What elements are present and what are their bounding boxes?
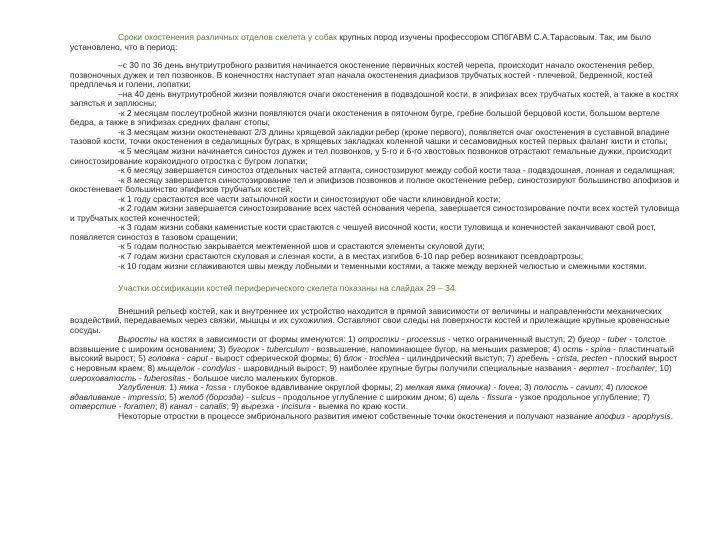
text: ; 3) [519,382,534,393]
list-item: -к 5 месяцам жизни начинается синостоз дужек и тел позвонков, у 5-го и 6-го хвостовых позвонков отрастают гемальные дужки, происходит синостозирование коракоидного отростка с бугром лопатки; [70,146,673,166]
apophysis-paragraph [70,412,682,422]
text: - узкое продольное углубление; 7) [512,391,650,402]
list-item: –с 30 по 36 день внутриутробного развития начинается окостенение первичных костей черепа, происходит начало окостенения ребер, позвоночных дужек и тел позвонков. В конечностях наступает этап начала окостенения диафизов трубчатых костей - плечевой, бедренной, костей предплечья и голени, лопатки; [70,60,655,90]
text: ; 9) [226,401,242,412]
text: - вырост сферической формы; 6) [207,353,344,364]
term: щель - fissura [458,391,513,402]
term: отростки - processus [357,334,446,345]
term: бугор - tuber [577,334,627,345]
text: - цилиндрический выступ; 7) [399,353,517,364]
list-item: -к 3 годам жизни собаки каменистые кости срастаются с чешуей височной кости, кости туловища и конечностей заканчивают свой рост, появляется синостоз в тазовом сращении; [70,222,656,242]
term: гребень - crista, pecten [516,353,608,364]
term: мелкая ямка (ямочка) - fovea [405,382,520,393]
list-item: –на 40 день внутриутробной жизни появляются очаги окостенения в подвздошной кости, в эпифизах всех трубчатых костей, а также в костях запястья и заплюсны; [70,88,679,109]
text: . [670,410,674,421]
term: блок - trochlea [343,353,400,364]
intro-text: крупных пород изучены профессором СПбГАВМ С.А.Тарасовым. Так, им было установлено, что в период: [70,32,652,52]
text: - глубокое вдавливание округлой формы; 2) [226,382,406,393]
term: плоское вдавливание - impressio [70,382,648,402]
document-body [70,33,682,421]
ossification-slides-link[interactable]: Участки оссификации костей периферического скелета показаны на слайдах 29 – 34. [118,283,457,294]
term: мыщелок - condylus [157,362,236,373]
term: бугорок - tuberculum [228,343,309,354]
text: на костях в зависимости от формы именуются: 1) [156,334,358,345]
term: отверстие - foramen [70,401,156,412]
list-item: -к 2 месяцам послеутробной жизни появляются очаги окостенения в пяточном бугре, гребне большой берцовой кости, большом вертеле бедра, а также в эпифизах средних фаланг стопы; [70,107,660,128]
text: ; 8) [155,401,170,412]
list-item: -к 1 году срастаются все части затылочной кости и синостозируют обе части клиновидной кости; [118,193,501,204]
text: Некоторые отростки в процессе эмбрионального развития имеют собственные точки окостенения и получают название [118,410,595,421]
text: - шаровидный вырост; 9) наиболее крупные бугры получили специальные названия - [235,362,579,373]
text: ; 4) [601,382,616,393]
text: : 1) [164,382,180,393]
ossification-list [70,61,682,271]
term: ость - spina [562,343,611,354]
text: - возвышение, напоминающее бугор, на меньших размеров; 4) [308,343,563,354]
depressions-term: Углубления [118,382,165,393]
term: головка - caput [148,353,208,364]
list-item: -к 2 годам жизни завершается синостозирование всех частей основания черепа, завершается синостозирование почти всех костей туловища и трубчатых костей конечностей; [70,203,680,223]
intro-link[interactable]: Сроки окостенения различных отделов скелета у собак [118,32,337,42]
relief-paragraph: Внешний рельеф костей, как и внутреннее их устройство находится в прямой зависимости от величины и направленности механических воздействий, передаваемых через связки, мышцы и их сухожилия. Оставляют свои следы на поверхности костей и прилежащие крупные кровеносные сосуды. [70,305,670,335]
text: - продольное углубление с широким дном; 6) [275,391,459,402]
intro-paragraph [70,33,682,52]
list-item: -к 7 годам жизни срастаются скуловая и слезная кости, а в местах изгибов 6-10 пар ребер возникают псевдоартрозы; [118,251,584,262]
list-item: -к 5 годам полностью закрывается межтеменной шов и срастаются элементы скуловой дуги; [118,241,485,252]
list-item: -к 10 годам жизни сглаживаются швы между лобными и теменными костями, а также между верхней челюстью и смежными костями. [118,260,647,271]
term: шероховатость - fuberositas [70,372,186,383]
term: желоб (борозда) - sulcus [179,391,276,402]
term: полость - cavum [533,382,602,393]
list-item: -к 6 месяцу завершается синостоз отдельных частей атланта, синостозируют между собой кости таза - подвздошная, лонная и седалищная; [118,165,676,176]
term: вырезка - incisura [241,401,311,412]
list-item: -к 8 месяцу завершается синостозирование тел и эпифизов позвонков и полное окостенение ребер, синостозируют большинство апофизов и окостеневает большинство эпифизов трубчатых костей; [70,174,679,195]
outgrowths-paragraph [70,335,682,383]
outgrowths-term: Выросты [118,334,157,345]
spacer [70,294,682,307]
text: - большое число маленьких бугорков. [185,372,338,383]
text: - плоский вырост с неровным краем; 8) [70,353,678,373]
text: - пластинчатый высокий вырост; 5) [70,343,675,364]
text: - выемка по краю кости. [310,401,408,412]
text: ; 5) [164,391,180,402]
term: ямка - fossa [179,382,227,393]
text: - четко ограниченный выступ; 2) [445,334,578,345]
text: ; 10) [654,362,672,373]
text: - толстое возвышение с широким основанием; 3) [70,334,666,354]
term: вертел - trochanter [578,362,655,373]
list-item: -к 3 месяцам жизни окостеневают 2/3 длины хрящевой закладки ребер (кроме первого), появляется очаг окостенения в суставной впадине тазовой кости, точки окостенения в седалищных буграх, в хрящевых закладках коленной чашки и сесамовидных костей первых фаланг кисти и стопы; [70,126,670,147]
term: канал - canalis [169,401,227,412]
depressions-paragraph [70,383,682,412]
apophysis-term: апофиз - apophysis [594,410,671,421]
